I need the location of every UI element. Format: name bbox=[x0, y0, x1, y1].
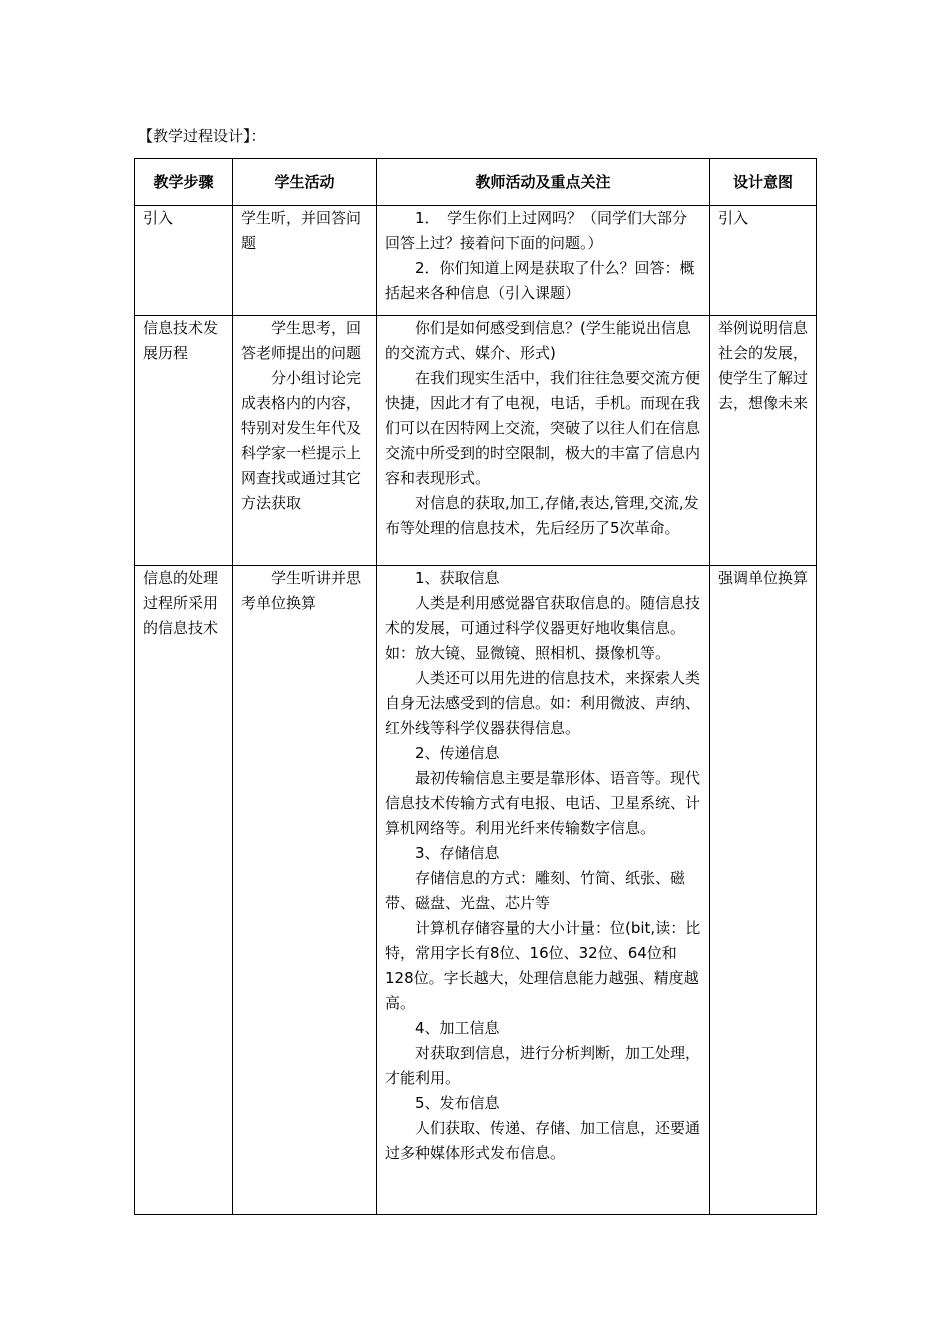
student-cell bbox=[233, 206, 377, 316]
header-student-activity: 学生活动 bbox=[233, 159, 377, 206]
teacher-text: 最初传输信息主要是靠形体、语音等。现代信息技术传输方式有电报、电话、卫星系统、计算机网络等。利用光纤来传输数字信息。 bbox=[385, 769, 701, 837]
teacher-cell bbox=[377, 566, 710, 1215]
table-header-row bbox=[135, 159, 817, 206]
intent-cell bbox=[710, 566, 817, 1215]
teacher-text: 计算机存储容量的大小计量：位(bit,读：比特，常用字长有8位、16位、32位、64位和128位。字长越大，处理信息能力越强、精度越高。 bbox=[385, 919, 701, 1012]
teacher-subheading: 1、获取信息 bbox=[415, 569, 500, 587]
table-row bbox=[135, 566, 817, 1215]
teacher-text: 在我们现实生活中，我们往往急要交流方便快捷，因此才有了电视，电话，手机。而现在我们可以在因特网上交流，突破了以往人们在信息交流中所受到的时空限制，极大的丰富了信息内容和表现形式。 bbox=[385, 369, 701, 487]
teacher-text: 对获取到信息，进行分析判断，加工处理，才能利用。 bbox=[385, 1044, 701, 1087]
student-text: 分小组讨论完成表格内的内容，特别对发生年代及科学家一栏提示上网查找或通过其它方法获取 bbox=[241, 369, 362, 512]
intent-cell bbox=[710, 206, 817, 316]
step-cell bbox=[135, 206, 233, 316]
header-step: 教学步骤 bbox=[135, 159, 233, 206]
teacher-subheading: 3、存储信息 bbox=[415, 844, 500, 862]
teacher-text: 对信息的获取,加工,存储,表达,管理,交流,发布等处理的信息技术，先后经历了5次革命。 bbox=[385, 494, 699, 537]
teacher-text: 你们是如何感受到信息？(学生能说出信息的交流方式、媒介、形式) bbox=[385, 319, 691, 362]
teacher-text: 人类还可以用先进的信息技术，来探索人类自身无法感受到的信息。如：利用微波、声纳、红外线等科学仪器获得信息。 bbox=[385, 669, 701, 737]
teacher-text: 人类是利用感觉器官获取信息的。随信息技术的发展，可通过科学仪器更好地收集信息。如：放大镜、显微镜、照相机、摄像机等。 bbox=[385, 594, 701, 662]
step-text: 信息技术发展历程 bbox=[143, 319, 219, 362]
step-text: 信息的处理过程所采用的信息技术 bbox=[143, 569, 219, 637]
student-text: 学生思考，回答老师提出的问题 bbox=[241, 319, 362, 362]
intent-cell bbox=[710, 316, 817, 566]
intent-text: 举例说明信息社会的发展，使学生了解过去，想像未来 bbox=[718, 319, 809, 412]
step-cell bbox=[135, 316, 233, 566]
teacher-cell bbox=[377, 316, 710, 566]
teacher-text: 存储信息的方式：雕刻、竹简、纸张、磁带、磁盘、光盘、芯片等 bbox=[385, 869, 686, 912]
teacher-text: 2．你们知道上网是获取了什么？回答：概括起来各种信息（引入课题） bbox=[385, 259, 695, 302]
student-text: 学生听讲并思考单位换算 bbox=[241, 569, 362, 612]
table-row bbox=[135, 316, 817, 566]
teacher-text: 1． 学生你们上过网吗？（同学们大部分回答上过？接着问下面的问题。） bbox=[385, 209, 688, 252]
teacher-text: 人们获取、传递、存储、加工信息，还要通过多种媒体形式发布信息。 bbox=[385, 1119, 701, 1162]
student-text: 学生听，并回答问题 bbox=[241, 209, 362, 252]
step-text: 引入 bbox=[143, 209, 174, 227]
student-cell bbox=[233, 566, 377, 1215]
intent-text: 强调单位换算 bbox=[718, 569, 809, 587]
header-teacher-activity: 教师活动及重点关注 bbox=[377, 159, 710, 206]
teacher-cell bbox=[377, 206, 710, 316]
student-cell bbox=[233, 316, 377, 566]
intent-text: 引入 bbox=[718, 209, 749, 227]
lesson-process-table bbox=[134, 158, 817, 1215]
step-cell bbox=[135, 566, 233, 1215]
header-design-intent: 设计意图 bbox=[710, 159, 817, 206]
teacher-subheading: 2、传递信息 bbox=[415, 744, 500, 762]
teacher-subheading: 5、发布信息 bbox=[415, 1094, 500, 1112]
section-title: 【教学过程设计】： bbox=[138, 127, 266, 145]
table-row bbox=[135, 206, 817, 316]
teacher-subheading: 4、加工信息 bbox=[415, 1019, 500, 1037]
